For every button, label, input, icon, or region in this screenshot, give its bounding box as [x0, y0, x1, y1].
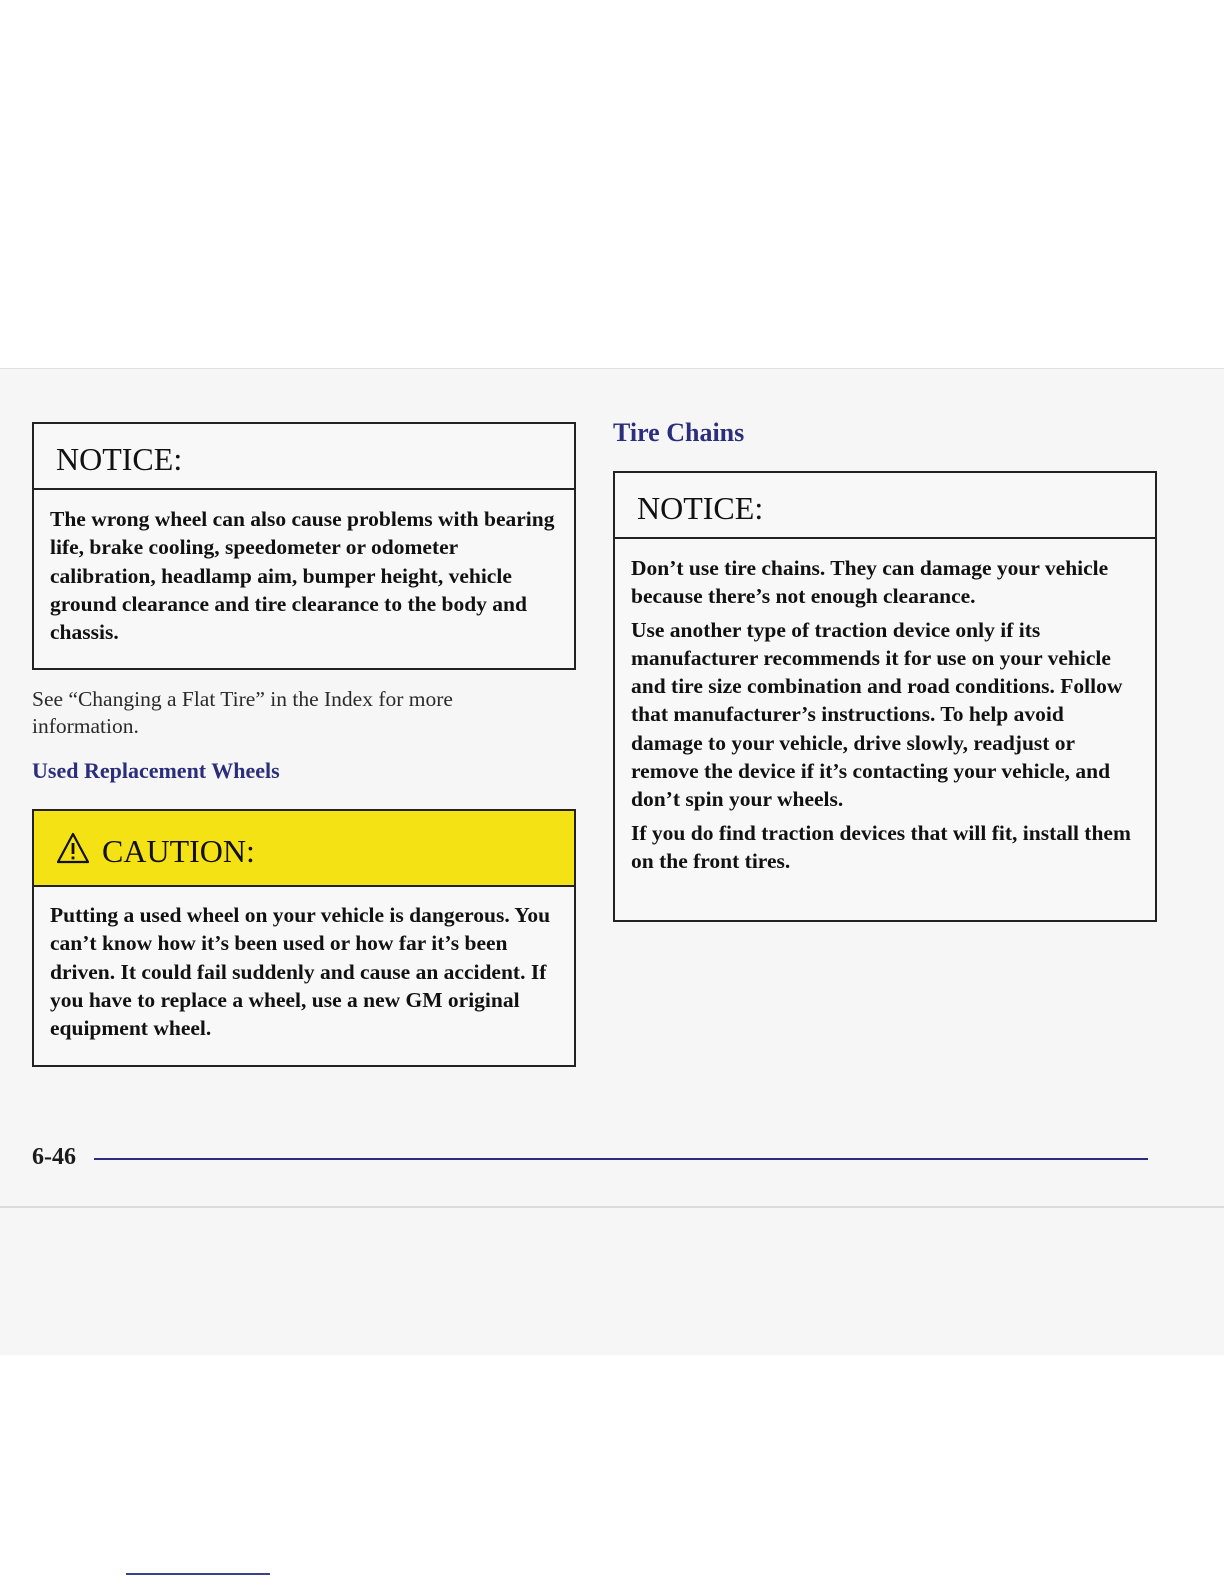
notice-box-tire-chains — [613, 471, 1157, 922]
see-also-text: See “Changing a Flat Tire” in the Index for more information. — [32, 687, 453, 738]
notice-title: NOTICE: — [615, 473, 1155, 539]
page-edge-divider — [0, 1206, 1224, 1208]
section-heading-tire-chains: Tire Chains — [613, 418, 745, 447]
notice-body — [615, 539, 1155, 875]
notice-paragraph: If you do find traction devices that will fit, install them on the front tires. — [631, 820, 1131, 873]
caution-header — [34, 811, 574, 887]
footer-rule — [94, 1158, 1148, 1160]
notice-paragraph: Use another type of traction device only if its manufacturer recommends it for use on your vehicle and tire size combination and road conditions. Follow that manufacturer’s instructions. To help avoid damage to your vehicle, drive slowly, readjust or remove the device if it’s contacting your vehicle, and don’t spin your wheels. — [631, 617, 1123, 812]
caution-body — [34, 887, 574, 1042]
caution-title: CAUTION: — [102, 833, 255, 869]
notice-text: The wrong wheel can also cause problems with bearing life, brake cooling, speedometer or odometer calibration, headlamp aim, bumper height, vehicle ground clearance and tire clearance to the body and chassis. — [50, 507, 555, 645]
bottom-margin-mark — [126, 1573, 270, 1575]
caution-box-used-wheel — [32, 809, 576, 1067]
caution-text: Putting a used wheel on your vehicle is dangerous. You can’t know how it’s been used or how far it’s been driven. It could fail suddenly and cause an accident. If you have to replace a wheel, use a new GM original equipment wheel. — [50, 903, 551, 1041]
notice-box-wrong-wheel — [32, 422, 576, 670]
warning-triangle-icon — [56, 832, 90, 864]
notice-paragraph: Don’t use tire chains. They can damage your vehicle because there’s not enough clearance. — [631, 556, 1109, 609]
notice-body — [34, 490, 574, 646]
notice-title: NOTICE: — [34, 424, 574, 490]
page-number: 6-46 — [32, 1144, 76, 1170]
section-heading-used-replacement-wheels: Used Replacement Wheels — [32, 758, 280, 783]
